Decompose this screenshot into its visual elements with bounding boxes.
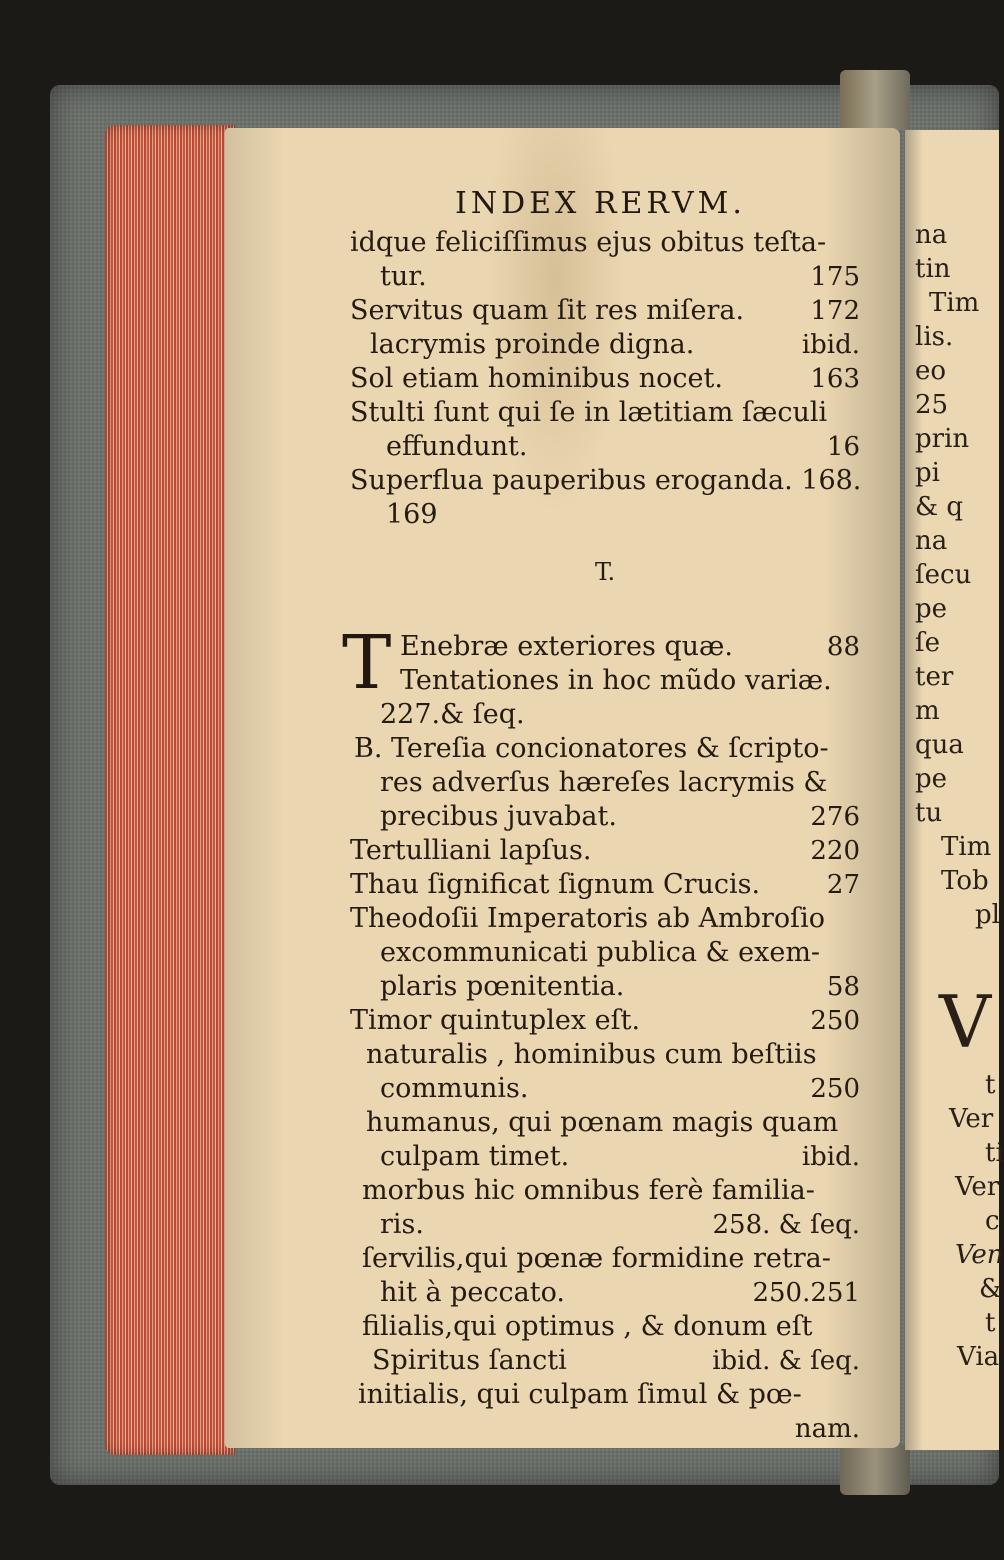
right-fragment: prin xyxy=(915,424,970,454)
right-fragment: pe xyxy=(915,594,948,624)
page-ref: ibid. xyxy=(801,1142,860,1172)
catchword: nam. xyxy=(794,1414,860,1444)
right-fragment: Tob xyxy=(941,866,989,896)
right-fragment: Ven xyxy=(955,1240,1004,1270)
index-entry: Stulti ſunt qui ſe in lætitiam ſæculi xyxy=(350,397,828,428)
right-fragment: na xyxy=(915,526,948,556)
index-entry: plaris pœnitentia. xyxy=(380,971,625,1002)
index-entry: Timor quintuplex eſt. xyxy=(350,1005,641,1036)
right-fragment: tin xyxy=(915,254,951,284)
index-entry: communis. xyxy=(380,1073,529,1104)
index-entry: tur. xyxy=(380,261,427,292)
page-ref: 88 xyxy=(826,632,860,662)
index-entry: initialis, qui culpam ſimul & pœ- xyxy=(358,1379,802,1410)
right-fragment: ti xyxy=(985,1138,1004,1168)
right-page-fragment xyxy=(905,130,1004,1450)
index-entry: humanus, qui pœnam magis quam xyxy=(366,1107,839,1138)
right-fragment: tu xyxy=(915,798,943,828)
page-ref: 175 xyxy=(810,262,860,292)
index-entry: Superflua pauperibus eroganda. 168. xyxy=(350,465,862,496)
right-fragment: na xyxy=(915,220,948,250)
index-entry: morbus hic omnibus ferè familia- xyxy=(362,1175,815,1206)
index-entry: excommunicati publica & exem- xyxy=(380,937,821,968)
right-fragment: Ver xyxy=(949,1104,994,1134)
right-fragment: Ver xyxy=(955,1172,1000,1202)
page-ref: 220 xyxy=(810,836,860,866)
page-ref: 250 xyxy=(810,1006,860,1036)
page-ref: 16 xyxy=(826,432,860,462)
index-entry: naturalis , hominibus cum beſtiis xyxy=(366,1039,817,1070)
index-entry: precibus juvabat. xyxy=(380,801,617,832)
index-entry: Thau ſignificat ſignum Crucis. xyxy=(350,869,761,900)
index-entry: ris. xyxy=(380,1209,424,1240)
page-ref: 250.251 xyxy=(752,1278,860,1308)
index-entry: B. Tereſia concionatores & ſcripto- xyxy=(354,733,829,764)
right-fragment: m xyxy=(915,696,940,726)
index-entry: ſervilis,qui pœnæ formidine retra- xyxy=(362,1243,831,1274)
page-edges xyxy=(105,125,235,1455)
right-fragment: pe xyxy=(915,764,948,794)
right-fragment: & q xyxy=(915,492,964,522)
page-ref: 258. & ſeq. xyxy=(712,1210,860,1240)
index-entry: Spiritus ſancti xyxy=(372,1345,567,1376)
index-entry: effundunt. xyxy=(386,431,528,462)
index-entry: culpam timet. xyxy=(380,1141,570,1172)
right-fragment: ſecu xyxy=(915,560,972,590)
right-fragment: lis. xyxy=(915,322,954,352)
index-entry: hit à peccato. xyxy=(380,1277,565,1308)
index-entry: Tentationes in hoc mũdo variæ. xyxy=(400,665,832,696)
right-fragment: t xyxy=(985,1070,996,1100)
index-text xyxy=(342,226,862,1456)
right-fragment: ſe xyxy=(915,628,941,658)
page-ref: 276 xyxy=(810,802,860,832)
index-entry: res adverſus hæreſes lacrymis & xyxy=(380,767,828,798)
section-letter: T. xyxy=(595,558,616,586)
page-ref: 27 xyxy=(826,870,860,900)
drop-cap: T xyxy=(342,620,392,706)
index-entry: filialis,qui optimus , & donum eſt xyxy=(362,1311,813,1342)
right-fragment: eo xyxy=(915,356,947,386)
right-fragment: pl xyxy=(975,900,1000,930)
right-dropcap: V xyxy=(939,980,991,1064)
index-entry: Theodoſii Imperatoris ab Ambroſio xyxy=(350,903,826,934)
index-entry: Tertulliani lapſus. xyxy=(350,835,592,866)
right-fragment: Tim xyxy=(929,288,980,318)
index-entry: idque feliciſſimus ejus obitus teſta- xyxy=(350,227,827,258)
right-fragment: pi xyxy=(915,458,940,488)
page-ref: 163 xyxy=(810,364,860,394)
page-ref: ibid. & ſeq. xyxy=(712,1346,860,1376)
running-header: INDEX RERVM. xyxy=(455,186,746,221)
right-fragment: Via xyxy=(957,1342,1000,1372)
right-fragment: Tim xyxy=(941,832,992,862)
right-fragment: t xyxy=(985,1308,996,1338)
right-fragment: 25 xyxy=(915,390,949,420)
page-ref: 172 xyxy=(810,296,860,326)
index-entry: Sol etiam hominibus nocet. xyxy=(350,363,723,394)
index-entry: Enebræ exteriores quæ. xyxy=(400,631,734,662)
page-ref: 250 xyxy=(810,1074,860,1104)
index-entry: lacrymis proinde digna. xyxy=(370,329,695,360)
spine-headband xyxy=(840,70,910,130)
right-fragment: & xyxy=(979,1274,1003,1304)
index-entry: Servitus quam ſit res miſera. xyxy=(350,295,745,326)
page-ref: ibid. xyxy=(801,330,860,360)
page-ref: 58 xyxy=(826,972,860,1002)
right-fragment: c xyxy=(985,1206,1000,1236)
index-entry: 169 xyxy=(386,499,438,530)
right-fragment: qua xyxy=(915,730,964,760)
right-fragment: ter xyxy=(915,662,954,692)
index-entry: 227.& ſeq. xyxy=(380,699,525,730)
